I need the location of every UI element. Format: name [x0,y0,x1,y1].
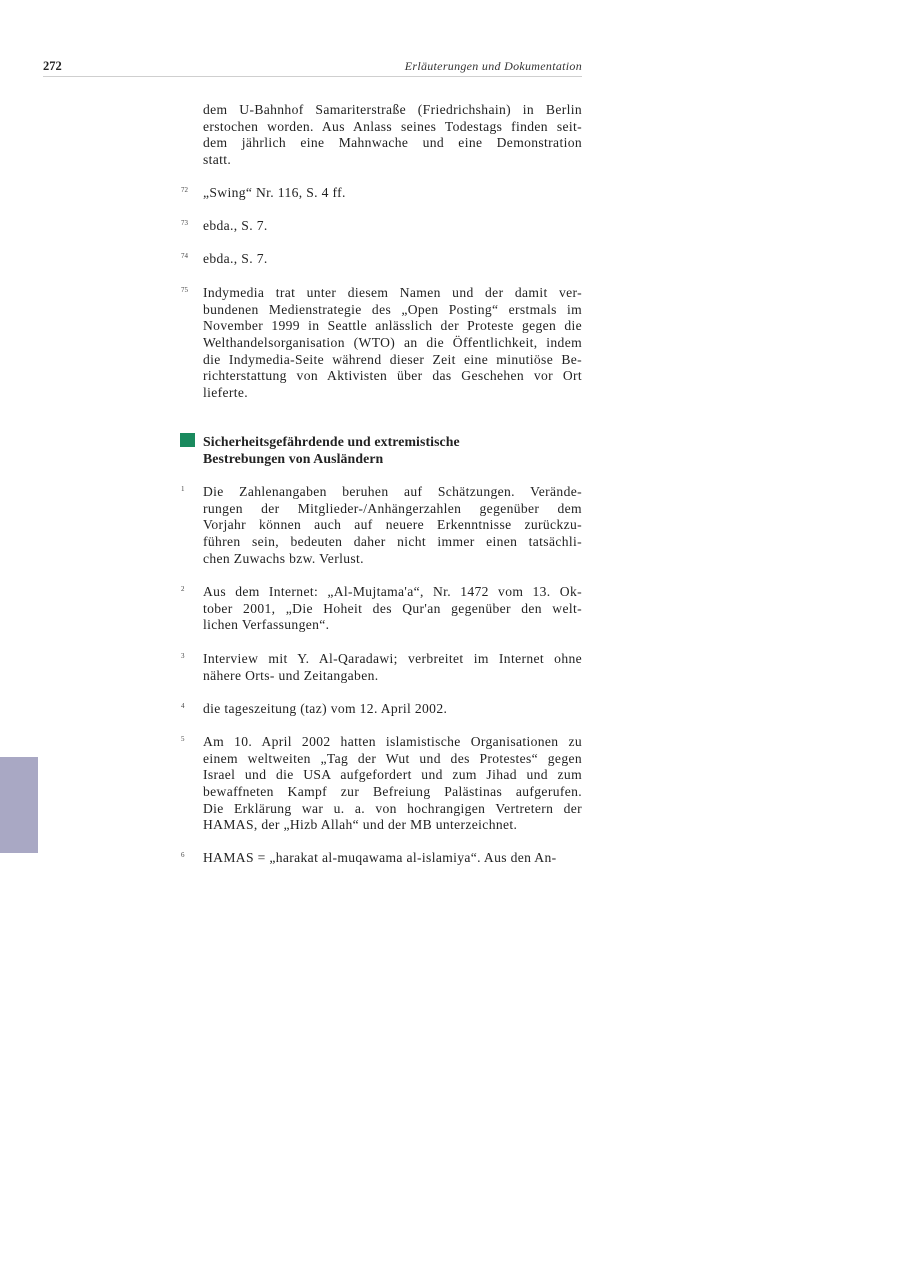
text-line: November 1999 in Seattle anlässlich der Proteste gegen die [203,318,582,334]
text-line: Israel und die USA aufgefordert und zum Jihad und zum [203,767,582,783]
text-line: HAMAS = „harakat al-muqawama al-islamiya“. Aus den An- [203,850,557,865]
text-line: bewaffneten Kampf zur Befreiung Palästinas aufgerufen. [203,784,582,800]
text-line: statt. [203,152,232,168]
footnote-text [203,584,582,634]
text-line: Aus dem Internet: „Al-Mujtama'a“, Nr. 1472 vom 13. Ok- [203,584,582,599]
footnote-number: 3 [181,652,185,660]
footnote-text [203,102,582,169]
text-line: Welthandelsorganisation (WTO) an die Öffentlichkeit, indem [203,335,582,351]
footnote-number: 5 [181,735,185,743]
text-line: Die Erklärung war u. a. von hochrangigen Vertretern der [203,800,582,816]
footnote-number: 1 [181,485,185,493]
footnote-number: 72 [181,186,188,194]
text-line: die Indymedia-Seite während dieser Zeit eine minutiöse Be- [203,351,582,367]
section-marker-square [180,433,195,447]
text-line: HAMAS, der „Hizb Allah“ und der MB unterzeichnet. [203,817,518,833]
footnote-number: 2 [181,585,185,593]
text-line: Bestrebungen von Ausländern [203,450,384,466]
footnote-text [203,484,582,567]
side-thumb-tab [0,757,38,853]
text-line: chen Zuwachs bzw. Verlust. [203,550,364,566]
footnote-number: 74 [181,252,188,260]
text-line: lichen Verfassungen“. [203,617,330,633]
header-rule [43,76,582,77]
text-line: „Swing“ Nr. 116, S. 4 ff. [203,185,346,200]
text-line: bundenen Medienstrategie des „Open Posting“ erstmals im [203,301,582,317]
text-line: lieferte. [203,385,249,401]
footnote-text [203,285,582,402]
text-line: Am 10. April 2002 hatten islamistische Organisationen zu [203,734,582,749]
page-number: 272 [43,59,62,73]
text-line: Vorjahr können auch auf neuere Erkenntnisse zurückzu- [203,517,582,533]
footnote-text [203,651,582,684]
text-line: dem jährlich eine Mahnwache und eine Demonstration [203,135,582,151]
text-line: einem weltweiten „Tag der Wut und des Protestes“ gegen [203,750,582,766]
text-line: nähere Orts- und Zeitangaben. [203,667,379,683]
footnote-text [203,251,582,268]
text-line: Sicherheitsgefährdende und extremistische [203,434,460,449]
text-line: ebda., S. 7. [203,251,268,266]
text-line: erstochen worden. Aus Anlass seines Todestags finden seit- [203,118,582,134]
text-line: richterstattung von Aktivisten über das Geschehen vor Ort [203,368,582,384]
text-line: rungen der Mitglieder-/Anhängerzahlen gegenüber dem [203,500,582,516]
text-line: ebda., S. 7. [203,218,268,233]
footnote-number: 73 [181,219,188,227]
text-line: die tageszeitung (taz) vom 12. April 2002. [203,701,448,716]
footnote-text [203,701,582,718]
footnote-text [203,734,582,834]
footnote-number: 75 [181,286,188,294]
text-line: Indymedia trat unter diesem Namen und der damit ver- [203,285,582,300]
footnote-number: 4 [181,702,185,710]
text-line: tober 2001, „Die Hoheit des Qur'an gegenüber den welt- [203,600,582,616]
text-line: Die Zahlenangaben beruhen auf Schätzungen. Verände- [203,484,582,499]
running-title: Erläuterungen und Dokumentation [404,59,582,73]
text-line: dem U-Bahnhof Samariterstraße (Friedrichshain) in Berlin [203,102,582,117]
section-heading [203,434,582,467]
footnote-text [203,185,582,202]
text-line: Interview mit Y. Al-Qaradawi; verbreitet im Internet ohne [203,651,582,666]
text-line: führen sein, bedeuten daher nicht immer einen tatsächli- [203,534,582,550]
footnote-text [203,218,582,235]
footnote-number: 6 [181,851,185,859]
footnote-text [203,850,582,867]
